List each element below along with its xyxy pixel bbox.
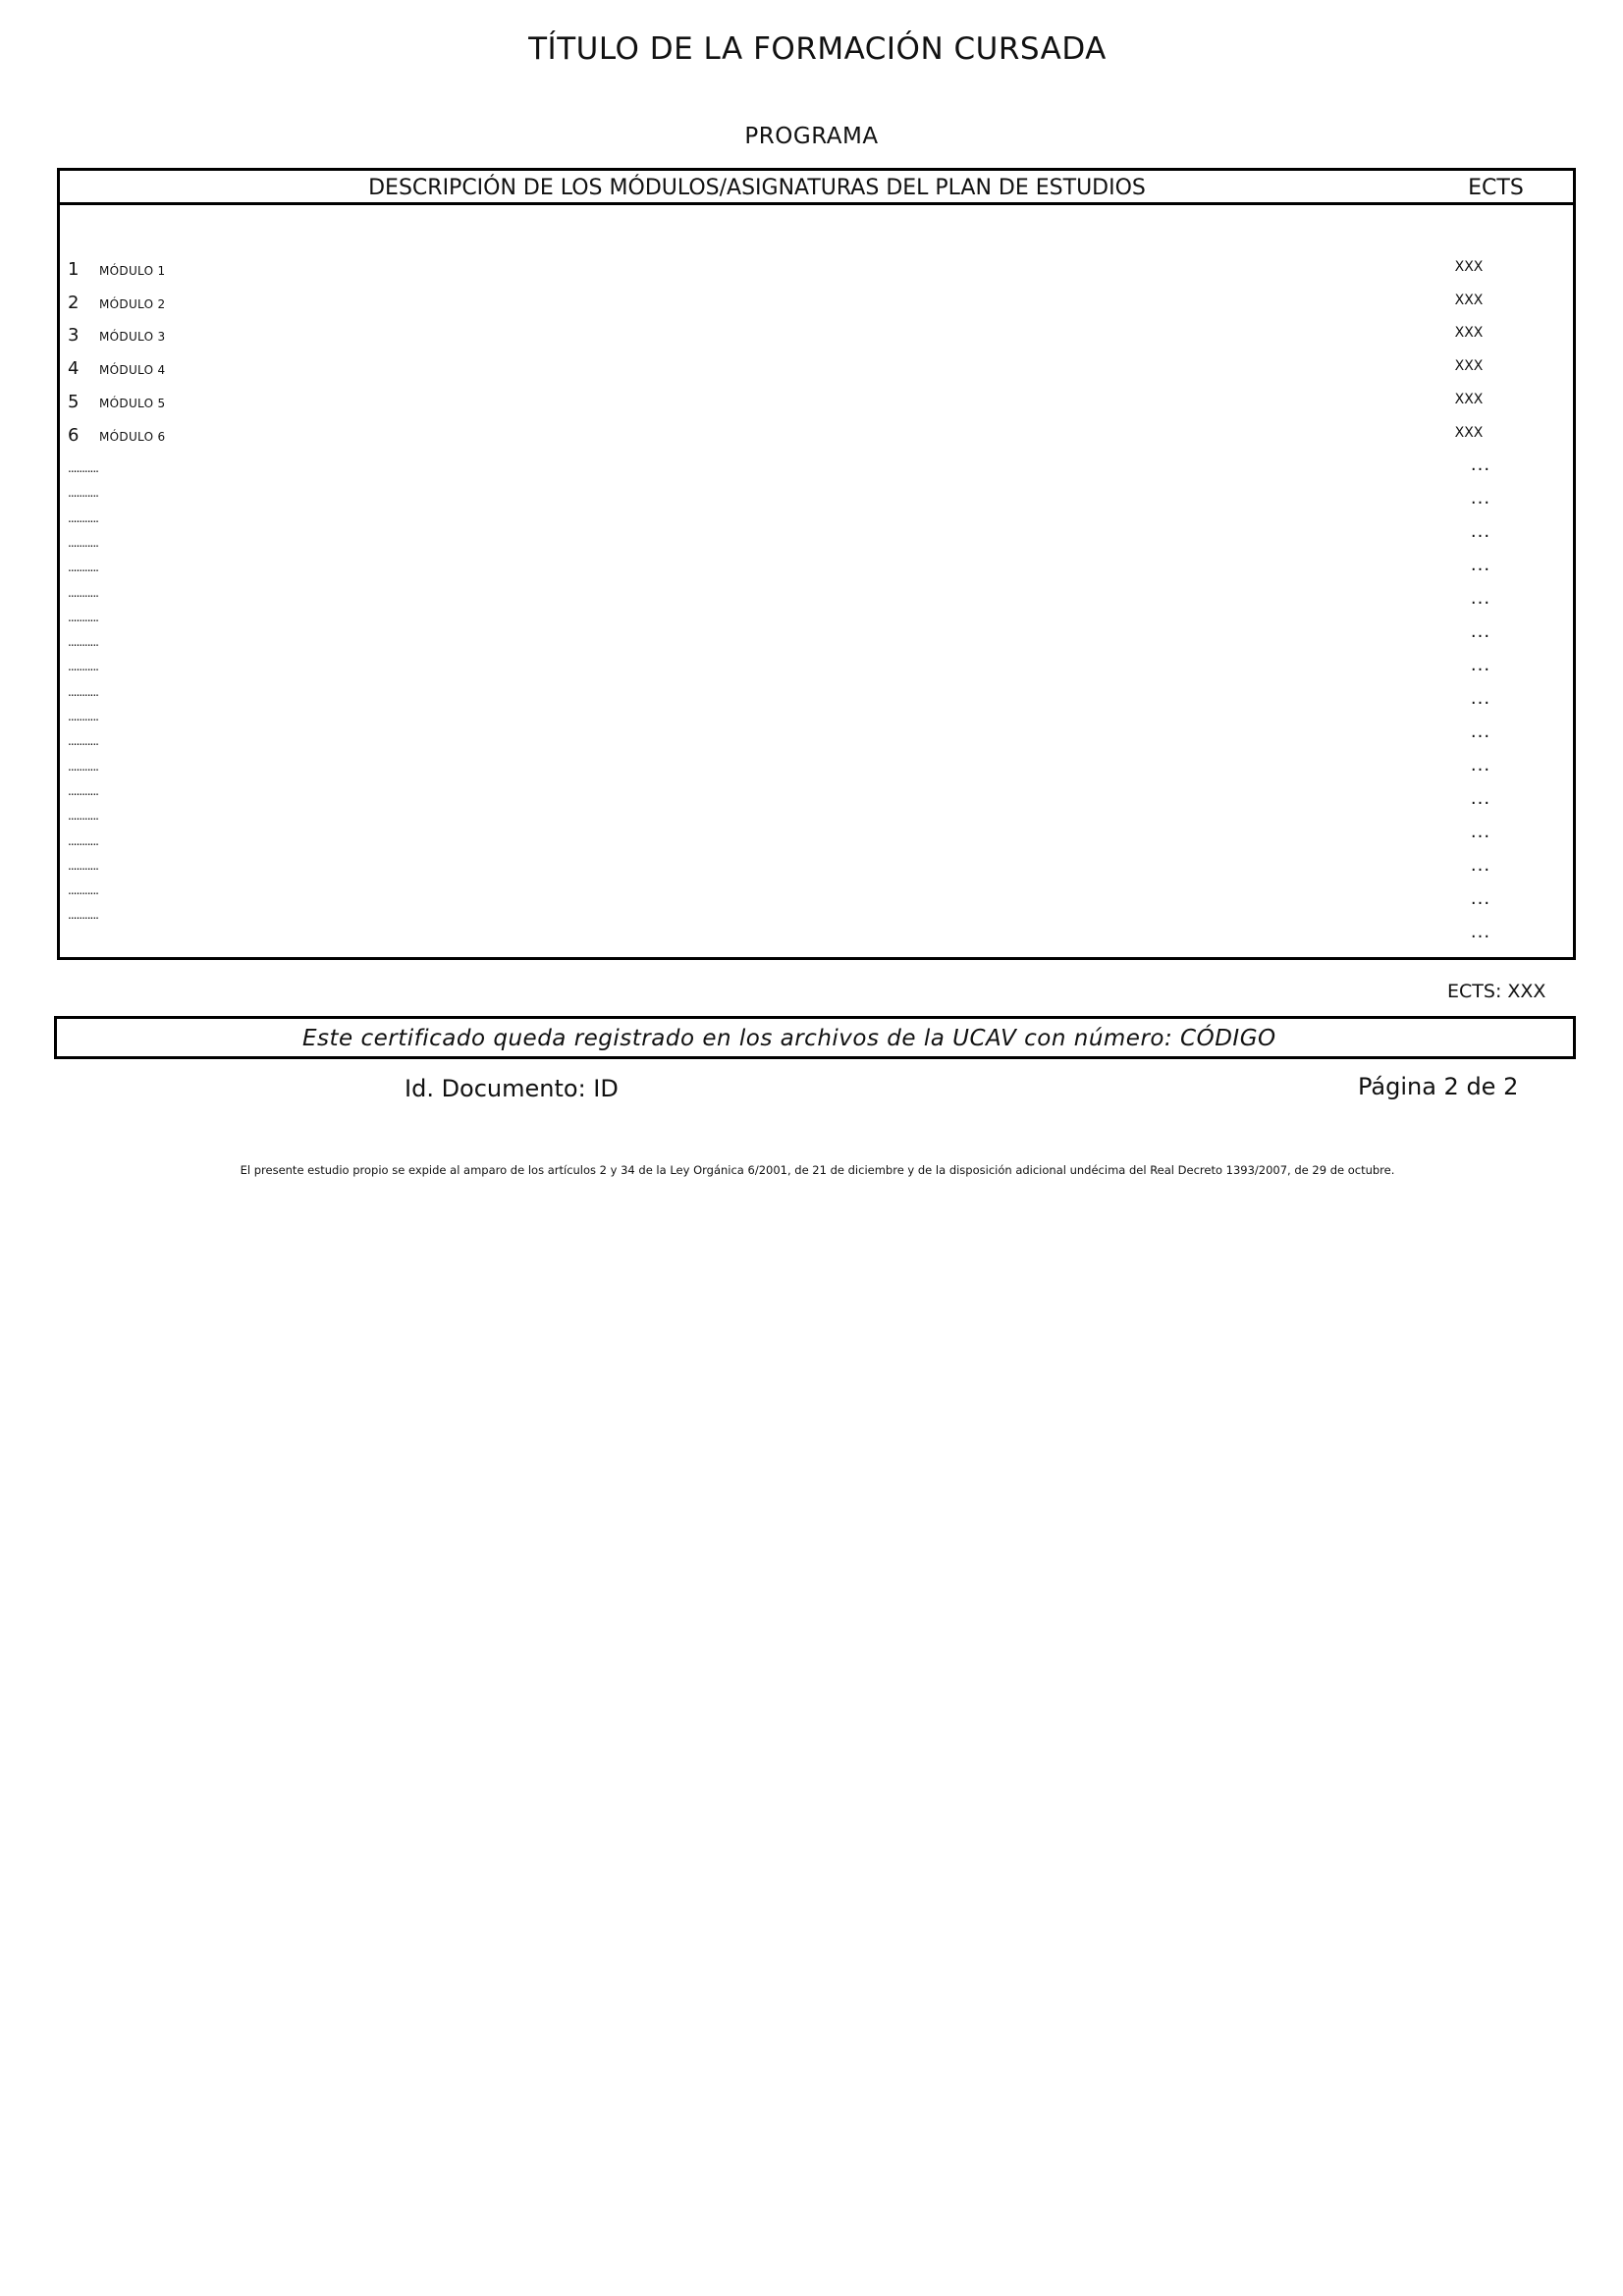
page-number: Página 2 de 2 [1358, 1073, 1519, 1100]
placeholder-row-dots: ........... [68, 510, 98, 525]
placeholder-row-dots: ........... [68, 535, 98, 550]
placeholder-row-dots: ........... [68, 858, 98, 873]
table-row [60, 358, 1573, 382]
placeholder-row-dots: ........... [68, 833, 98, 848]
module-number: 2 [68, 293, 80, 313]
placeholder-ects-value: ... [1470, 721, 1491, 742]
placeholder-row-dots: ........... [68, 486, 98, 501]
module-number: 6 [68, 425, 80, 446]
placeholder-ects-value: ... [1470, 488, 1491, 508]
module-ects: XXX [1454, 392, 1484, 407]
placeholder-ects-value: ... [1470, 822, 1491, 842]
document-id: Id. Documento: ID [405, 1075, 619, 1102]
table-row [60, 425, 1573, 449]
document-title: TÍTULO DE LA FORMACIÓN CURSADA [528, 31, 1107, 67]
module-number: 4 [68, 358, 80, 379]
column-header-description: DESCRIPCIÓN DE LOS MÓDULOS/ASIGNATURAS DEL PLAN DE ESTUDIOS [368, 176, 1146, 200]
placeholder-row-dots: ........... [68, 908, 98, 923]
placeholder-ects-value: ... [1470, 454, 1491, 475]
module-number: 1 [68, 259, 80, 280]
module-name: MÓDULO 1 [99, 264, 166, 278]
placeholder-row-dots: ........... [68, 710, 98, 723]
module-ects: XXX [1454, 325, 1484, 341]
module-name: MÓDULO 4 [99, 363, 166, 377]
placeholder-ects-value: ... [1470, 888, 1491, 909]
placeholder-ects-value: ... [1470, 755, 1491, 775]
table-row [60, 325, 1573, 348]
certificate-registration-box [54, 1016, 1576, 1059]
placeholder-row-dots: ........... [68, 635, 98, 650]
placeholder-row-dots: ........... [68, 461, 98, 475]
legal-footnote: El presente estudio propio se expide al amparo de los artículos 2 y 34 de la Ley Orgánica 6/2001, de 21 de diciembre y de la disposición adicional undécima del Real Decreto 1393/2007, de 29 de octubre. [240, 1163, 1395, 1177]
placeholder-row-dots: ........... [68, 610, 98, 624]
ects-total: ECTS: XXX [1447, 981, 1546, 1002]
placeholder-row-dots: ........... [68, 759, 98, 774]
module-ects: XXX [1454, 293, 1484, 308]
placeholder-row-dots: ........... [68, 561, 98, 575]
module-ects: XXX [1454, 259, 1484, 275]
placeholder-row-dots: ........... [68, 883, 98, 898]
modules-table [57, 205, 1576, 960]
table-header [57, 168, 1576, 205]
placeholder-ects-value: ... [1470, 922, 1491, 942]
table-row [60, 392, 1573, 415]
table-row [60, 293, 1573, 316]
certificate-text: Este certificado queda registrado en los archivos de la UCAV con número: CÓDIGO [302, 1026, 1276, 1051]
module-number: 5 [68, 392, 80, 412]
placeholder-ects-value: ... [1470, 621, 1491, 642]
module-name: MÓDULO 2 [99, 297, 166, 311]
placeholder-row-dots: ........... [68, 734, 98, 749]
module-ects: XXX [1454, 425, 1484, 441]
module-name: MÓDULO 6 [99, 430, 166, 444]
placeholder-row-dots: ........... [68, 684, 98, 699]
placeholder-ects-value: ... [1470, 521, 1491, 542]
placeholder-ects-value: ... [1470, 555, 1491, 575]
placeholder-ects-value: ... [1470, 688, 1491, 709]
table-row [60, 259, 1573, 283]
placeholder-ects-value: ... [1470, 588, 1491, 609]
placeholder-ects-value: ... [1470, 788, 1491, 809]
placeholder-ects-value: ... [1470, 855, 1491, 876]
module-number: 3 [68, 325, 80, 346]
placeholder-row-dots: ........... [68, 660, 98, 674]
placeholder-row-dots: ........... [68, 809, 98, 824]
section-title: PROGRAMA [744, 124, 879, 149]
column-header-ects: ECTS [1468, 176, 1524, 200]
placeholder-row-dots: ........... [68, 783, 98, 798]
placeholder-ects-value: ... [1470, 655, 1491, 675]
module-ects: XXX [1454, 358, 1484, 374]
placeholder-row-dots: ........... [68, 585, 98, 600]
module-name: MÓDULO 5 [99, 397, 166, 410]
module-name: MÓDULO 3 [99, 330, 166, 344]
